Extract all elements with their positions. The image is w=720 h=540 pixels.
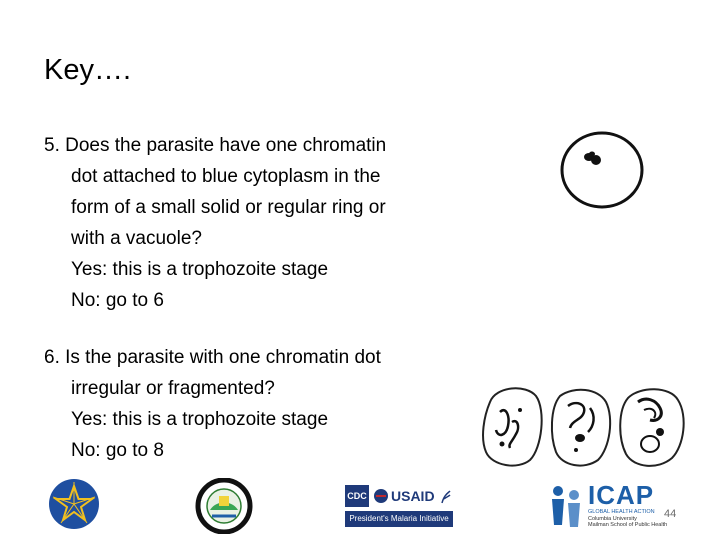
irregular-trophozoite-drawings	[480, 382, 690, 472]
question-6-line: irregular or fragmented?	[71, 378, 275, 399]
ethiopia-emblem-logo	[48, 478, 100, 530]
trophozoite-cell-2	[552, 390, 610, 466]
question-6-yes: Yes: this is a trophozoite stage	[71, 409, 329, 430]
question-5-line: form of a small solid or regular ring or	[71, 197, 386, 218]
usaid-seal-icon	[373, 485, 389, 507]
slide-title: Key….	[44, 54, 132, 86]
usaid-logo-text: USAID	[391, 488, 435, 504]
question-5-yes: Yes: this is a trophozoite stage	[71, 259, 329, 280]
trophozoite-cell-3	[620, 389, 683, 466]
question-5-block	[44, 130, 386, 316]
icap-figures-icon	[548, 483, 588, 529]
page-number: 44	[664, 508, 677, 520]
icap-logo-text: ICAP	[588, 480, 655, 510]
question-5-line: 5. Does the parasite have one chromatin	[44, 135, 387, 156]
question-6-block	[44, 342, 381, 466]
ring-trophozoite-drawing	[555, 125, 650, 215]
icap-university: Columbia University	[588, 516, 637, 522]
ministry-seal-logo	[192, 478, 256, 534]
icap-logo	[548, 480, 678, 529]
icap-school: Mailman School of Public Health	[588, 522, 668, 528]
cdc-logo: CDC	[345, 485, 369, 507]
question-5-no: No: go to 6	[71, 290, 164, 311]
question-6-no: No: go to 8	[71, 440, 164, 461]
icap-tagline: GLOBAL HEALTH ACTION	[588, 509, 655, 515]
question-6-line: 6. Is the parasite with one chromatin dot	[44, 347, 381, 368]
question-5-line: with a vacuole?	[71, 228, 202, 249]
pmi-banner: President's Malaria Initiative	[345, 511, 453, 527]
trophozoite-cell-1	[483, 388, 542, 465]
question-5-line: dot attached to blue cytoplasm in the	[71, 166, 381, 187]
hhs-eagle-icon	[441, 489, 451, 505]
cdc-usaid-pmi-logo	[345, 485, 453, 527]
